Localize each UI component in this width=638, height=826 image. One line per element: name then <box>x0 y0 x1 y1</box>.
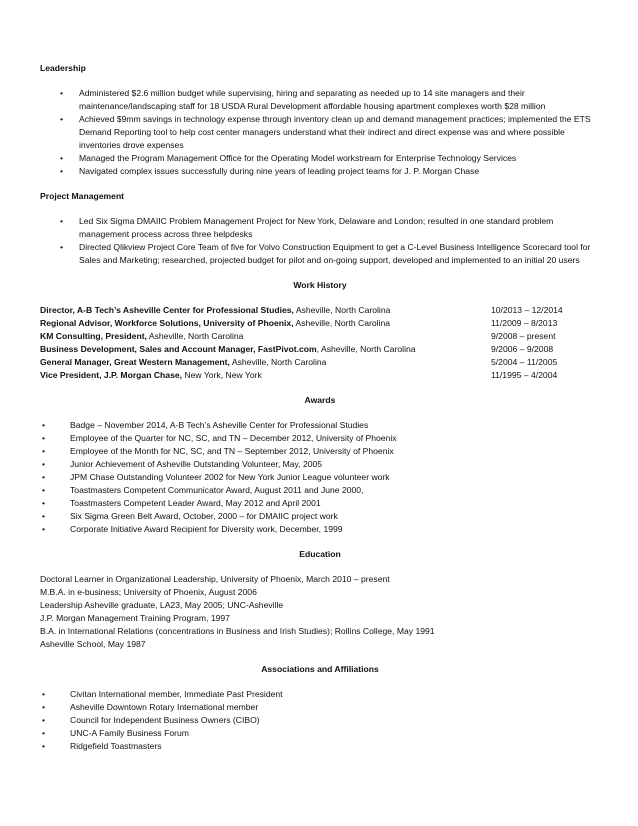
job-row <box>40 304 600 317</box>
award-item: • JPM Chase Outstanding Volunteer 2002 for New York Junior League volunteer work <box>40 471 600 484</box>
project-management-item: • Directed Qlikview Project Core Team of five for Volvo Construction Equipment to get a C-Level Business Intelligence Scorecard tool for Sales and Marketing; researched, projected budget for pilot and on-going support, developed and implemented to an initial 20 users <box>40 241 600 267</box>
education-line: B.A. in International Relations (concentrations in Business and Irish Studies); Rollins College, May 1991 <box>40 626 435 636</box>
job-location: Asheville, North Carolina <box>229 357 327 367</box>
leadership-item: • Managed the Program Management Office for the Operating Model workstream for Enterprise Technology Services <box>40 152 600 165</box>
education-line: Asheville School, May 1987 <box>40 639 146 649</box>
job-location: Asheville, North Carolina <box>293 318 391 328</box>
association-item: • Civitan International member, Immediate Past President <box>40 688 600 701</box>
job-dates: 11/1995 – 4/2004 <box>491 370 558 380</box>
job-location: New York, New York <box>182 370 262 380</box>
leadership-item: • Administered $2.6 million budget while supervising, hiring and separating as needed up to 14 site managers and their maintenance/landscaping staff for 18 USDA Rural Development affordable housing apartment complexes worth $28 million <box>40 87 600 113</box>
job-title: Director, A-B Tech’s Asheville Center for Professional Studies, <box>40 305 294 315</box>
education-line: Leadership Asheville graduate, LA23, May 2005; UNC-Asheville <box>40 600 284 610</box>
education-line: M.B.A. in e-business; University of Phoenix, August 2006 <box>40 587 257 597</box>
project-management-list <box>40 215 600 267</box>
work-history-heading: Work History <box>293 280 347 290</box>
leadership-list <box>40 87 600 178</box>
project-management-heading: Project Management <box>40 191 125 201</box>
awards-list <box>40 419 600 536</box>
association-item: • Council for Independent Business Owners (CIBO) <box>40 714 600 727</box>
education-line: Doctoral Learner in Organizational Leadership, University of Phoenix, March 2010 – present <box>40 574 390 584</box>
award-item: • Toastmasters Competent Communicator Award, August 2011 and June 2000, <box>40 484 600 497</box>
work-history-list <box>40 304 600 382</box>
associations-list <box>40 688 600 753</box>
job-title: General Manager, Great Western Management, <box>40 357 230 367</box>
job-row <box>40 369 600 382</box>
job-dates: 9/2006 – 9/2008 <box>491 344 554 354</box>
job-row <box>40 330 600 343</box>
project-management-item: • Led Six Sigma DMAIIC Problem Management Project for New York, Delaware and London; resulted in one standard problem management process across three helpdesks <box>40 215 600 241</box>
award-item: • Badge – November 2014, A-B Tech’s Asheville Center for Professional Studies <box>40 419 600 432</box>
awards-heading: Awards <box>304 395 336 405</box>
job-row <box>40 356 600 369</box>
job-title: KM Consulting, President, <box>40 331 147 341</box>
job-title: Vice President, J.P. Morgan Chase, <box>40 370 183 380</box>
resume-page <box>40 62 600 753</box>
job-dates: 5/2004 – 11/2005 <box>491 357 558 367</box>
job-row <box>40 317 600 330</box>
award-item: • Six Sigma Green Belt Award, October, 2000 – for DMAIIC project work <box>40 510 600 523</box>
job-title: Regional Advisor, Workforce Solutions, University of Phoenix, <box>40 318 294 328</box>
award-item: • Junior Achievement of Asheville Outstanding Volunteer, May, 2005 <box>40 458 600 471</box>
job-title: Business Development, Sales and Account Manager, FastPivot.com <box>40 344 317 354</box>
award-item: • Employee of the Month for NC, SC, and TN – September 2012, University of Phoenix <box>40 445 600 458</box>
award-item: • Corporate Initiative Award Recipient for Diversity work, December, 1999 <box>40 523 600 536</box>
leadership-item: • Navigated complex issues successfully during nine years of leading project teams for J. P. Morgan Chase <box>40 165 600 178</box>
association-item: • UNC-A Family Business Forum <box>40 727 600 740</box>
job-dates: 9/2008 – present <box>491 331 556 341</box>
award-item: • Employee of the Quarter for NC, SC, and TN – December 2012, University of Phoenix <box>40 432 600 445</box>
award-item: • Toastmasters Competent Leader Award, May 2012 and April 2001 <box>40 497 600 510</box>
education-heading: Education <box>299 549 341 559</box>
job-location: Asheville, North Carolina <box>293 305 391 315</box>
education-list <box>40 573 600 651</box>
job-dates: 11/2009 – 8/2013 <box>491 318 558 328</box>
education-line: J.P. Morgan Management Training Program, 1997 <box>40 613 230 623</box>
job-dates: 10/2013 – 12/2014 <box>491 305 563 315</box>
job-row <box>40 343 600 356</box>
associations-heading: Associations and Affiliations <box>261 664 379 674</box>
leadership-item: • Achieved $9mm savings in technology expense through inventory clean up and demand management practices; implemented the ETS Demand Reporting tool to help cost center managers understand what their indirect and direct expense was and where possible inventories drove expenses <box>40 113 600 152</box>
leadership-heading: Leadership <box>40 63 86 73</box>
job-location: , Asheville, North Carolina <box>316 344 416 354</box>
job-location: Asheville, North Carolina <box>146 331 244 341</box>
association-item: • Asheville Downtown Rotary International member <box>40 701 600 714</box>
association-item: • Ridgefield Toastmasters <box>40 740 600 753</box>
